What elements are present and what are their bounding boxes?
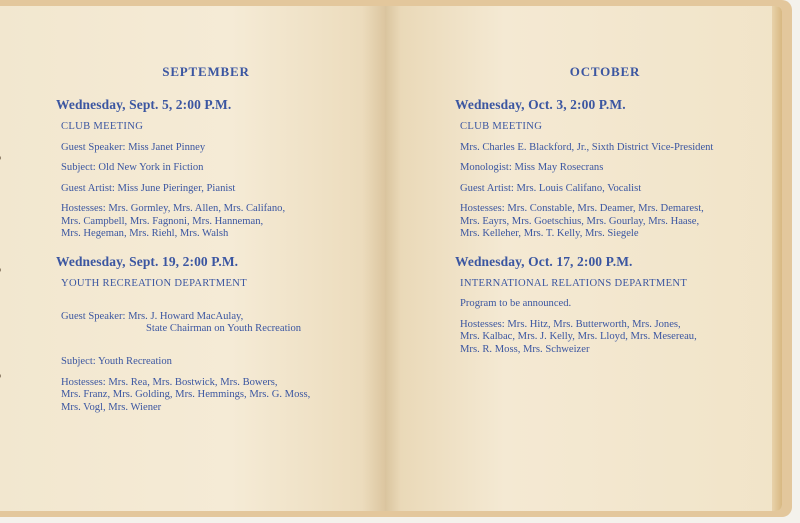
right-page-content: [455, 64, 755, 364]
left-page: [0, 6, 385, 511]
meeting-date: Wednesday, Oct. 3, 2:00 P.M.: [455, 97, 626, 112]
meeting-line: Mrs. Charles E. Blackford, Jr., Sixth District Vice-President: [460, 141, 714, 153]
hostesses-list: Hostesses: Mrs. Rea, Mrs. Bostwick, Mrs. Bowers, Mrs. Franz, Mrs. Golding, Mrs. Hemmings, Mrs. G. Moss, Mrs. Vogl, Mrs. Wiener: [61, 376, 311, 413]
meeting-type: CLUB MEETING: [61, 121, 144, 132]
guest-speaker: [61, 298, 356, 348]
month-heading: OCTOBER: [569, 64, 641, 79]
meeting-block: [455, 254, 755, 357]
meeting-block: [56, 97, 356, 241]
month-heading: SEPTEMBER: [162, 64, 250, 79]
right-page: [385, 6, 782, 511]
meeting-type: YOUTH RECREATION DEPARTMENT: [61, 277, 247, 289]
meeting-line: Program to be announced.: [460, 298, 572, 309]
meeting-line: Monologist: Miss May Rosecrans: [460, 162, 604, 173]
meeting-line: Guest Speaker: Miss Janet Pinney: [61, 141, 206, 153]
meeting-line: Subject: Youth Recreation: [61, 356, 172, 367]
meeting-line: Guest Artist: Mrs. Louis Califano, Vocalist: [460, 182, 642, 194]
left-page-content: [56, 64, 356, 422]
hostesses-list: Hostesses: Mrs. Gormley, Mrs. Allen, Mrs. Califano, Mrs. Campbell, Mrs. Fagnoni, Mrs. Hanneman, Mrs. Hegeman, Mrs. Riehl, Mrs. Walsh: [61, 203, 286, 239]
binding-stitch: [0, 374, 1, 378]
meeting-line: Guest Artist: Miss June Pieringer, Pianist: [61, 182, 236, 194]
guest-speaker-name: Guest Speaker: Mrs. J. Howard MacAulay,: [61, 310, 244, 322]
hostesses-list: Hostesses: Mrs. Hitz, Mrs. Butterworth, Mrs. Jones, Mrs. Kalbac, Mrs. J. Kelly, Mrs. Lloyd, Mrs. Mesereau, Mrs. R. Moss, Mrs. Schweizer: [460, 318, 697, 355]
meeting-block: [455, 97, 755, 241]
guest-speaker-title: State Chairman on Youth Recreation: [146, 323, 302, 334]
binding-stitch: [0, 156, 1, 160]
meeting-date: Wednesday, Oct. 17, 2:00 P.M.: [455, 253, 633, 269]
meeting-date: Wednesday, Sept. 5, 2:00 P.M.: [56, 97, 232, 112]
meeting-block: [56, 254, 356, 415]
meeting-type: CLUB MEETING: [460, 121, 543, 132]
hostesses-list: Hostesses: Mrs. Constable, Mrs. Deamer, Mrs. Demarest, Mrs. Eayrs, Mrs. Goetschius, Mrs. Gourlay, Mrs. Haase, Mrs. Kelleher, Mrs. T. Kelly, Mrs. Siegele: [460, 203, 704, 239]
binding-stitch: [0, 268, 1, 272]
meeting-line: Subject: Old New York in Fiction: [61, 162, 204, 173]
page-edge: [772, 6, 782, 511]
meeting-date: Wednesday, Sept. 19, 2:00 P.M.: [56, 253, 239, 269]
meeting-type: INTERNATIONAL RELATIONS DEPARTMENT: [460, 277, 688, 289]
